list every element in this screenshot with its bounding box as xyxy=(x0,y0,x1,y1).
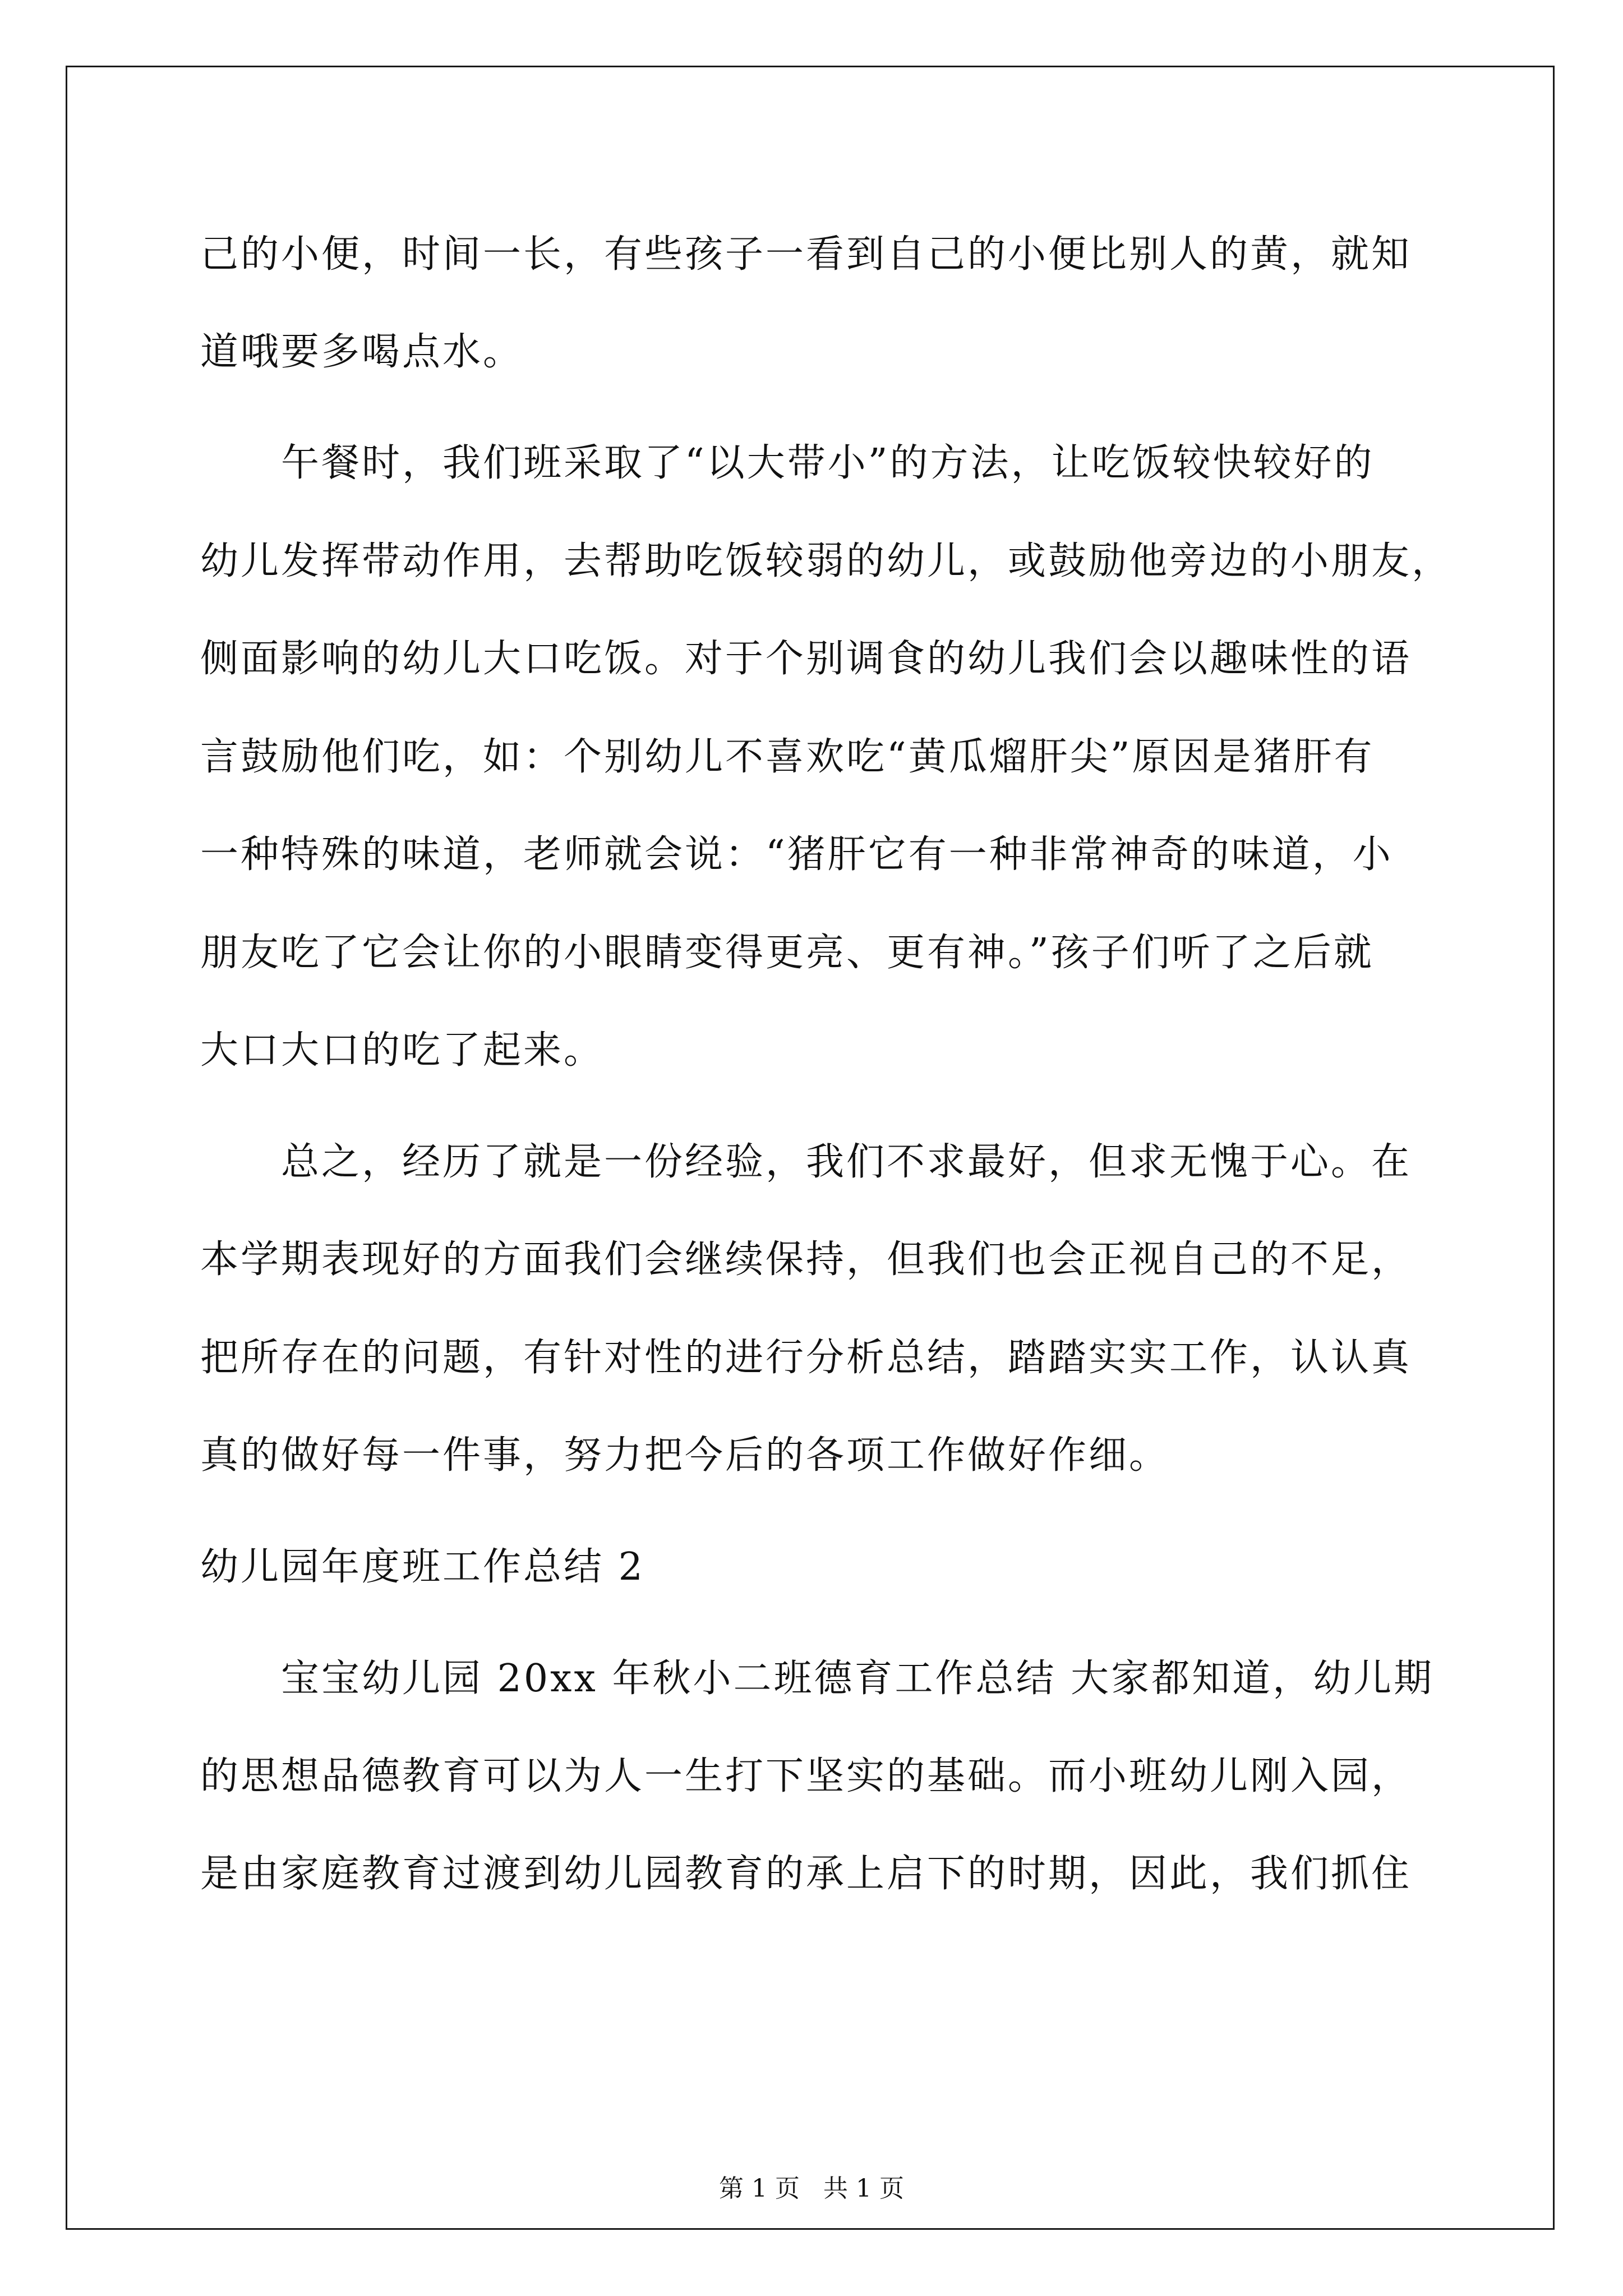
body-line: 大口大口的吃了起来。 xyxy=(200,1028,605,1073)
body-line: 幼儿发挥带动作用，去帮助吃饭较弱的幼儿，或鼓励他旁边的小朋友， xyxy=(200,539,1453,583)
body-line: 一种特殊的味道，老师就会说：“猪肝它有一种非常神奇的味道，小 xyxy=(200,832,1393,877)
paragraph-start-line: 午餐时，我们班采取了“以大带小”的方法，让吃饭较快较好的 xyxy=(281,441,1375,485)
body-line: 言鼓励他们吃，如：个别幼儿不喜欢吃“黄瓜熘肝尖”原因是猪肝有 xyxy=(200,735,1375,779)
body-line: 侧面影响的幼儿大口吃饭。对于个别调食的幼儿我们会以趣味性的语 xyxy=(200,637,1412,681)
body-line: 真的做好每一件事，努力把今后的各项工作做好作细。 xyxy=(200,1433,1170,1478)
paragraph-start-line: 宝宝幼儿园 20xx 年秋小二班德育工作总结 大家都知道，幼儿期 xyxy=(281,1657,1435,1701)
body-line: 己的小便，时间一长，有些孩子一看到自己的小便比别人的黄，就知 xyxy=(200,232,1412,277)
body-line: 把所存在的问题，有针对性的进行分析总结，踏踏实实工作，认认真 xyxy=(200,1336,1412,1380)
paragraph-start-line: 总之，经历了就是一份经验，我们不求最好，但求无愧于心。在 xyxy=(281,1140,1412,1184)
body-line: 本学期表现好的方面我们会继续保持，但我们也会正视自己的不足， xyxy=(200,1237,1412,1282)
body-line: 朋友吃了它会让你的小眼睛变得更亮、更有神。”孩子们听了之后就 xyxy=(200,931,1374,975)
section-heading: 幼儿园年度班工作总结 2 xyxy=(200,1545,645,1589)
body-line: 是由家庭教育过渡到幼儿园教育的承上启下的时期，因此，我们抓住 xyxy=(200,1852,1412,1896)
body-line: 道哦要多喝点水。 xyxy=(200,330,524,374)
body-line: 的思想品德教育可以为人一生打下坚实的基础。而小班幼儿刚入园， xyxy=(200,1754,1412,1798)
page-number-footer: 第 1 页 共 1 页 xyxy=(719,2174,904,2203)
